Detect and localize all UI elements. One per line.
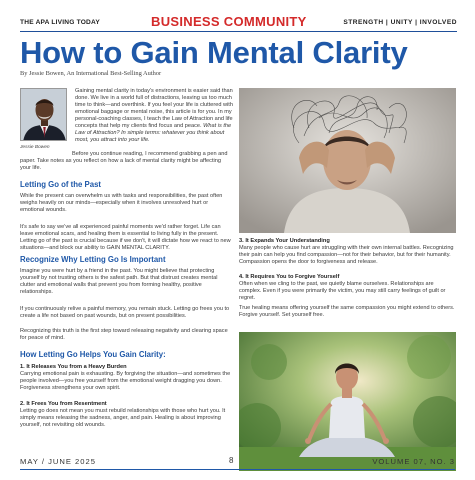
meditating-woman-image	[239, 332, 456, 471]
closing-paragraph: True healing means offering yourself the same compassion you might extend to others. Forgive yourself. Set yourself free.	[239, 305, 455, 318]
section2-paragraph-1: Imagine you were hurt by a friend in the past. You might believe that protecting yourself by not trusting others is the safest path. But that distrust creates mental clutter and emotional walls that prevent you from forming healthy, positive relationships.	[20, 268, 218, 295]
section-name: BUSINESS COMMUNITY	[151, 14, 307, 29]
article-byline: By Jessie Bowen, An International Best-Selling Author	[20, 70, 162, 77]
meditating-woman-photo	[239, 332, 456, 471]
section1-paragraph-1: While the present can overwhelm us with tasks and responsibilities, the past often weighs heavily on our minds—especially when it involves unresolved hurt or emotional wounds.	[20, 193, 223, 213]
section2-paragraph-2: If you continuously relive a painful memory, you remain stuck. Letting go frees you to create a life not based on past wounds, but on present possibilities.	[20, 306, 230, 319]
heading-letting-go: Letting Go of the Past	[20, 180, 101, 189]
article-title: How to Gain Mental Clarity	[20, 35, 408, 70]
item-2-text: Letting go does not mean you must rebuild relationships with those who hurt you. It simply means releasing the sadness, anger, and pain. Healing is about improving yourself, not revisiting old wounds.	[20, 408, 226, 428]
tagline: STRENGTH | UNITY | INVOLVED	[343, 19, 457, 26]
section2-paragraph-3: Recognizing this truth is the first step toward releasing negativity and clearing space for peace of mind.	[20, 328, 228, 341]
page-number: 8	[229, 456, 234, 465]
item-4-title: 4. It Requires You to Forgive Yourself	[239, 274, 340, 280]
intro-quote: What is the Law of Attraction? In simple terms: whatever you think about most, you attract into your life.	[75, 123, 232, 143]
item-4-text: Often when we cling to the past, we quietly blame ourselves. Relationships are complex. Even if you were primarily the victim, you may still carry feelings of guilt or regret.	[239, 281, 446, 301]
item-3-text: Many people who cause hurt are struggling with their own internal battles. Recognizing their pain can help you find compassion—not for their behavior, but for their humanity. Compassion opens the door to forgiveness and release.	[239, 245, 454, 265]
intro-paragraph	[75, 88, 233, 144]
author-photo-caption: Jessie Bowen	[20, 145, 50, 150]
author-photo	[20, 88, 67, 141]
item-3-title: 3. It Expands Your Understanding	[239, 238, 330, 244]
footer-rule	[20, 469, 455, 470]
heading-recognize: Recognize Why Letting Go Is Important	[20, 255, 166, 264]
volume-info: VOLUME 07, NO. 3	[372, 457, 455, 466]
item-2-title: 2. It Frees You from Resentment	[20, 401, 107, 407]
section1-paragraph-2: It's safe to say we've all experienced painful moments we'd rather forget. Life can leave emotional scars, and healing them is essential to living fully in the present. Letting go of the past is crucial because if we don't, it will dictate how we react to new situations—and block our ability to GAIN MENTAL CLARITY.	[20, 224, 231, 251]
publication-name: THE APA LIVING TODAY	[20, 19, 100, 26]
stressed-man-photo	[239, 88, 456, 233]
header-rule	[20, 31, 457, 32]
author-portrait-image	[21, 89, 67, 141]
stressed-man-image	[239, 88, 456, 233]
intro-lead: Gaining mental clarity in today's environment is easier said than done. We live in a world full of distractions, leaving us too much time to think—and overthink. If you feel your life is cluttered with emotional baggage or mental noise, this article is for you. In my personal-coaching classes, I teach the Law of Attraction and life concepts that help my clients find focus and peace.	[75, 88, 233, 129]
issue-date: MAY / JUNE 2025	[20, 457, 96, 466]
intro-paragraph-2: Before you continue reading, I recommend grabbing a pen and paper. Take notes as you reflect on how a lack of mental clarity might be affecting your life.	[20, 151, 228, 171]
item-1-title: 1. It Releases You from a Heavy Burden	[20, 364, 127, 370]
item-1-text: Carrying emotional pain is exhausting. By forgiving the situation—and sometimes the people involved—you free yourself from the emotional weight dragging you down. Forgiveness strengthens your own spirit.	[20, 371, 231, 391]
heading-how-letting-go-helps: How Letting Go Helps You Gain Clarity:	[20, 350, 166, 359]
